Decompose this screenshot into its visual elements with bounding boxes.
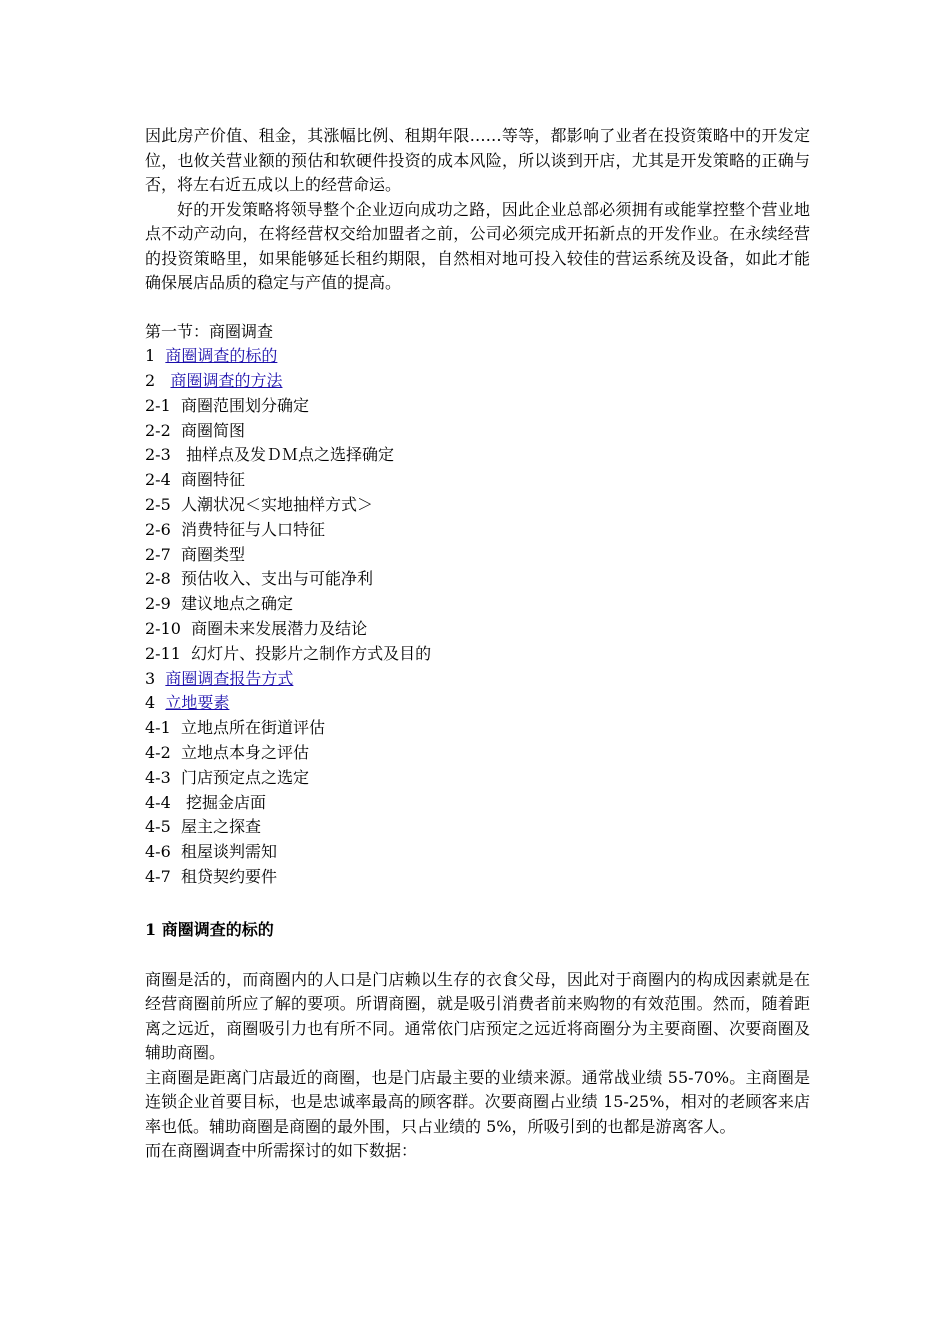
toc-item <box>145 468 810 493</box>
toc-item-label: 建议地点之确定 <box>180 594 293 614</box>
toc-item-spacer <box>171 520 181 539</box>
toc-item-number: 2-6 <box>145 519 171 539</box>
toc-item-spacer <box>171 718 181 737</box>
document-page <box>145 124 810 1164</box>
toc-item-label: 抽样点及发ＤＭ点之选择确定 <box>186 445 395 465</box>
toc-item-number: 4 <box>145 693 156 713</box>
toc-item-number: 2-11 <box>145 643 181 663</box>
toc-item <box>145 617 810 642</box>
toc-item-label: 立地点所在街道评估 <box>180 718 325 738</box>
toc-item-spacer <box>171 396 181 415</box>
toc-item-number: 2-9 <box>145 594 171 614</box>
toc-item-spacer <box>171 817 181 836</box>
toc-item-number: 2-8 <box>145 569 171 589</box>
toc-item-number: 2-3 <box>145 445 171 465</box>
toc-item-spacer <box>155 371 170 390</box>
toc-item <box>145 567 810 592</box>
toc-item-spacer <box>155 693 165 712</box>
intro-paragraph-2: 好的开发策略将领导整个企业迈向成功之路，因此企业总部必须拥有或能掌控整个营业地点不动产动向，在将经营权交给加盟者之前，公司必须完成开拓新点的开发作业。在永续经营的投资策略里，如果能够延长租约期限，自然相对地可投入较佳的营运系统及设备，如此才能确保展店品质的稳定与产值的提高。 <box>145 199 810 292</box>
toc-item-spacer <box>171 594 181 613</box>
toc-item-label: 租屋谈判需知 <box>180 842 277 862</box>
toc-item <box>145 716 810 741</box>
toc-item-number: 4-4 <box>145 792 171 812</box>
toc-item-number: 2-5 <box>145 495 171 515</box>
section-heading: 1 商圈调查的标的 <box>145 919 274 939</box>
toc-item-label: 商圈范围划分确定 <box>180 395 309 415</box>
toc-item-number: 2-10 <box>145 619 181 639</box>
toc-item-spacer <box>171 743 181 762</box>
toc-item-spacer <box>171 545 181 564</box>
toc-item <box>145 741 810 766</box>
toc-item <box>145 791 810 816</box>
toc-item <box>145 766 810 791</box>
toc-item-spacer <box>171 495 181 514</box>
toc-item-label: 挖掘金店面 <box>186 792 267 812</box>
toc-item-spacer <box>155 669 165 688</box>
toc-item-number: 4-7 <box>145 867 171 887</box>
toc-link-item[interactable] <box>145 344 810 369</box>
toc-item-number: 2-4 <box>145 470 171 490</box>
toc-item <box>145 419 810 444</box>
toc-link-item[interactable] <box>145 691 810 716</box>
toc-item-number: 4-2 <box>145 743 171 763</box>
toc-item <box>145 642 810 667</box>
toc-item-label: 商圈简图 <box>180 420 245 440</box>
toc-item <box>145 865 810 890</box>
section-paragraph-2: 主商圈是距离门店最近的商圈，也是门店最主要的业绩来源。通常战业绩 55-70%。主商圈是连锁企业首要目标，也是忠诚率最高的顾客群。次要商圈占业绩 15-25%，相对的老顾客来店率也低。辅助商圈是商圈的最外围，只占业绩的 5%，所吸引到的也都是游离客人。 <box>145 1067 810 1136</box>
toc-item-number: 4-6 <box>145 842 171 862</box>
toc-item <box>145 443 810 468</box>
toc-item-number: 2 <box>145 371 156 391</box>
toc-item-spacer <box>181 644 191 663</box>
section-paragraph-3: 而在商圈调查中所需探讨的如下数据： <box>145 1141 418 1161</box>
toc-item-label: 租贷契约要件 <box>180 867 277 887</box>
toc-item-spacer <box>171 768 181 787</box>
toc-item-number: 2-1 <box>145 395 171 415</box>
toc-item-spacer <box>181 619 191 638</box>
toc-link[interactable]: 商圈调查的方法 <box>170 371 283 391</box>
toc-item-number: 4-3 <box>145 767 171 787</box>
toc-item-label: 预估收入、支出与可能净利 <box>180 569 373 589</box>
section-paragraph-1: 商圈是活的，而商圈内的人口是门店赖以生存的衣食父母，因此对于商圈内的构成因素就是在经营商圈前所应了解的要项。所谓商圈，就是吸引消费者前来购物的有效范围。然而，随着距离之远近，商圈吸引力也有所不同。通常依门店预定之远近将商圈分为主要商圈、次要商圈及辅助商圈。 <box>145 969 810 1063</box>
table-of-contents <box>145 320 810 890</box>
toc-item <box>145 543 810 568</box>
toc-item-label: 商圈特征 <box>180 470 245 490</box>
toc-item-number: 1 <box>145 346 156 366</box>
toc-item-label: 立地点本身之评估 <box>180 743 309 763</box>
toc-list <box>145 344 810 691</box>
toc-item-spacer <box>171 793 186 812</box>
toc-item-label: 人潮状况＜实地抽样方式＞ <box>180 495 373 515</box>
toc-item-spacer <box>171 421 181 440</box>
intro-paragraph-1: 因此房产价值、租金，其涨幅比例、租期年限……等等，都影响了业者在投资策略中的开发定位，也攸关营业额的预估和软硬件投资的成本风险，所以谈到开店，尤其是开发策略的正确与否，将左右近五成以上的经营命运。 <box>145 126 810 194</box>
toc-item-spacer <box>171 867 181 886</box>
toc-item-spacer <box>171 445 186 464</box>
toc-item-label: 幻灯片、投影片之制作方式及目的 <box>191 643 432 663</box>
toc-link-item[interactable] <box>145 369 810 394</box>
toc-item-number: 2-2 <box>145 420 171 440</box>
toc-item-spacer <box>171 470 181 489</box>
toc-item-label: 屋主之探查 <box>180 817 261 837</box>
toc-item-number: 4-1 <box>145 718 171 738</box>
toc-link-item[interactable] <box>145 667 810 692</box>
toc-item <box>145 493 810 518</box>
toc-item-spacer <box>171 842 181 861</box>
toc-item <box>145 840 810 865</box>
toc-link[interactable]: 商圈调查的标的 <box>165 346 278 366</box>
toc-item-label: 商圈未来发展潜力及结论 <box>191 619 368 639</box>
toc-item <box>145 394 810 419</box>
toc-item <box>145 518 810 543</box>
toc-item-label: 商圈类型 <box>180 544 245 564</box>
toc-item-number: 3 <box>145 668 156 688</box>
toc-item-spacer <box>171 569 181 588</box>
toc-item-spacer <box>155 346 165 365</box>
toc-item-label: 消费特征与人口特征 <box>180 519 325 539</box>
section-body <box>145 968 810 1164</box>
toc-item <box>145 592 810 617</box>
toc-item-number: 2-7 <box>145 544 171 564</box>
toc-link[interactable]: 立地要素 <box>165 693 230 713</box>
toc-list-2 <box>145 691 810 889</box>
toc-link[interactable]: 商圈调查报告方式 <box>165 668 294 688</box>
toc-item-number: 4-5 <box>145 817 171 837</box>
toc-item-label: 门店预定点之选定 <box>180 767 309 787</box>
toc-title: 第一节：商圈调查 <box>145 321 274 341</box>
toc-item <box>145 815 810 840</box>
